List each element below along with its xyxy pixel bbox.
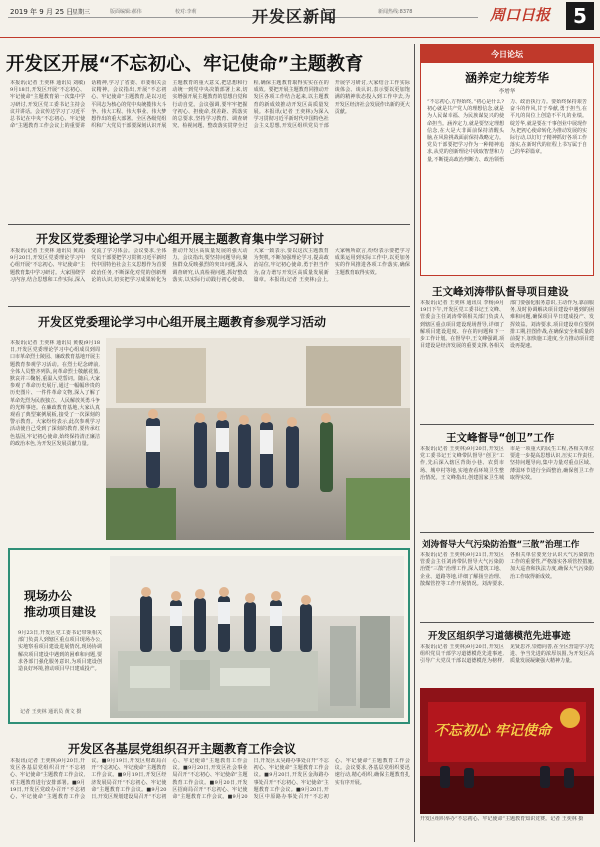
photo-visit-group	[106, 338, 410, 540]
divider-rule	[8, 224, 410, 225]
lead-headline: 开发区开展“不忘初心、牢记使命”主题教育	[6, 54, 364, 75]
forum-body: “不忘初心,方得始终。”初心是什么?初心就是共产党人的理想信念,就是为人民谋幸福、为民族谋复兴的使命担当。涵养定力,就是要坚定理想信念,在大是大非面前保持清醒头脑,在风险挑战面前保持战略定力。党员干部要把学习作为一种精神追求,从党的创新理论中汲取智慧和力量,不断提高政治判断力、政治领悟力、政治执行力。要始终保持艰苦奋斗的作风,甘于奉献,勇于担当,在平凡的岗位上创造不平凡的业绩。绽芳华,就是要在干事创业中展现作为,把初心使命转化为推动发展的实际行动,以钉钉子精神抓好各项工作落实,在新时代的征程上书写属于自己的华彩篇章。	[427, 99, 587, 163]
sidebar-box-title: 现场办公 推动项目建设	[24, 589, 97, 619]
divider-rule	[8, 306, 410, 307]
issue-date: 2019 年 9 月 25 日	[10, 8, 74, 16]
article8-headline: 开发区组织学习道德模范先进事迹	[428, 631, 571, 642]
news-hotline: 新闻热线:8378	[378, 9, 413, 15]
masthead	[0, 0, 600, 38]
photo-visit-group-image	[106, 338, 410, 540]
article2-body: 本报讯(记者 王奕林 通讯员 黄嵩)9月20日,开发区党委理论学习中心组开展“不忘初心、牢记使命”主题教育集中学习研讨。大家围绕学习内容,结合思想和工作实际,深入交流了学习体会。会议要求,全体党员干部要把学习贯彻习近平新时代中国特色社会主义思想作为首要政治任务,不断深化对党的创新理论的认识,切实把学习成果转化为推动开发区高质量发展的强大动力。会议指出,要坚持问题导向,聚焦群众反映强烈的突出问题,深入调查研究,认真检视问题,抓好整改落实,以实际行动践行初心使命。大家一致表示,要以这次主题教育为契机,不断加强理论学习,提高政治站位,牢记初心使命,勇于担当作为,奋力谱写开发区高质量发展新篇章。本报讯(记者 王奕林)会上,大家畅所欲言,纷纷表示要把学习成果运用到实际工作中,以更加务实的作风推进各项工作落实,确保主题教育取得实效。	[10, 248, 410, 283]
lead-article-body: 本报讯(记者 王奕林 通讯员 刘敏)9月18日,开发区开展“不忘初心、牢记使命”主题教育第一次集中学习研讨,开发区党工委书记主持会议并讲话。会议传达学习了习近平总书记在中央“不忘初心、牢记使命”主题教育工作会议上的重要讲话精神,学习了省委、市委相关会议精神。会议指出,开展“不忘初心、牢记使命”主题教育,是以习近平同志为核心的党中央统揽伟大斗争、伟大工程、伟大事业、伟大梦想作出的重大部署。全区各级党组织和广大党员干部要深刻认识开展主题教育的重大意义,把思想和行动统一到党中央决策部署上来,切实增强开展主题教育的思想自觉和行动自觉。会议强调,要牢牢把握守初心、担使命,找差距、抓落实的总要求,坚持学习教育、调查研究、检视问题、整改落实贯穿全过程,确保主题教育取得实实在在的成效。要把开展主题教育同推动开发区各项工作结合起来,以主题教育的新成效推动开发区高质量发展。本报讯(记者 王奕林)为深入学习贯彻习近平新时代中国特色社会主义思想,开发区组织党员干部开展学习研讨,大家结合工作实际谈体会、谈认识,表示要以更加饱满的精神状态投入到工作中去,为开发区经济社会发展作出新的更大贡献。	[10, 80, 410, 130]
stage-banner-text: 不忘初心 牢记使命	[434, 723, 551, 739]
photo-onsite-office-image	[110, 556, 404, 718]
photo-onsite-office	[110, 556, 404, 718]
page-number: 5	[573, 4, 587, 28]
divider-rule	[420, 532, 594, 533]
article5-body: 本报讯(记者 王奕林 通讯员 李杨)9月19日下午,开发区党工委书记王文峰、管委会主任刘涛带领相关部门负责人到辖区重点项目建设现场督导,详细了解项目建设进度、存在的问题和下一步工作计划。在督导中,王文峰强调,项目建设是经济发展的重要支撑,各相关部门要强化服务意识,主动作为,靠前服务,及时协调解决项目建设中遇到的困难和问题,确保项目早日建成投产、发挥效益。刘涛要求,项目建设单位要倒排工期,挂图作战,在确保安全和质量的前提下,加快施工进度,全力推动项目建设再提速。	[420, 300, 594, 350]
editor-credit: 版面编辑:郝伟	[110, 9, 142, 15]
photo-stage-event-image	[420, 688, 594, 814]
logo-text: 周口日报	[489, 5, 550, 24]
proofreader-credit: 校对:李莉	[175, 9, 197, 15]
article3-headline: 开发区党委理论学习中心组开展主题教育参观学习活动	[38, 315, 327, 329]
divider-rule	[420, 622, 594, 623]
column-rule	[414, 44, 415, 842]
section-title: 开发区新闻	[252, 7, 338, 26]
article2-headline: 开发区党委理论学习中心组开展主题教育集中学习研讨	[36, 232, 325, 246]
sidebar-box-body: 9月23日,开发区党工委书记带领相关部门负责人到辖区重点项目现场办公,实地察看项目建设进展情况,现场协调解决项目建设中遇到的困难和问题,要求各部门强化服务意识,为项目建设创造良好环境,推动项目早日建成投产。	[18, 630, 102, 673]
forum-author: 李增华	[498, 89, 516, 95]
photo-stage-event	[420, 688, 594, 814]
article8-body: 本报讯(记者 王奕林)9月20日,开发区组织党员干部学习道德模范先进事迹,引导广大党员干部以道德模范为榜样,见贤思齐,崇德向善,在全区营造学习先进、争当先进的浓厚氛围,为开发区高质量发展凝聚强大精神力量。	[420, 644, 594, 665]
article6-headline: 王文峰督导“创卫”工作	[446, 432, 555, 444]
article6-body: 本报讯(记者 王奕林)9月20日,开发区党工委书记王文峰带队督导“创卫”工作,先后深入辖区背街小巷、农贸市场、城中村等地,实地查看环境卫生整治情况。王文峰指出,创建国家卫生城市是一项重大的民生工程,各相关单位要进一步提高思想认识,压实工作责任,坚持问题导向,集中力量对重点区域、薄弱环节进行全面整治,确保创卫工作取得实效。	[420, 446, 594, 481]
page-number-badge	[566, 2, 594, 30]
article5-headline: 王文峰刘涛带队督导项目建设	[432, 286, 569, 298]
forum-column	[420, 44, 594, 276]
forum-headline: 涵养定力绽芳华	[464, 71, 549, 85]
article3-body: 本报讯(记者 王奕林 通讯员 黄俊)9月18日,开发区党委理论学习中心组成员到周口市革命烈士陵园、廉政教育基地开展主题教育参观学习活动。在烈士纪念碑前,全体人员整齐列队,向革命烈士敬献花篮,默哀并三鞠躬,重温入党誓词。随后,大家参观了革命历史展厅,通过一幅幅珍贵的历史图片、一件件革命文物,深入了解了革命先烈为民族独立、人民解放英勇斗争的光辉事迹。在廉政教育基地,大家认真观看了典型案例展板,接受了一次深刻的警示教育。大家纷纷表示,此次参观学习活动使自己受到了深刻的教育,要传承红色基因,牢记初心使命,始终保持清正廉洁的政治本色,为开发区发展贡献力量。	[10, 340, 100, 447]
article7-body: 本报讯(记者 王奕林)9月21日,开发区管委会主任刘涛带队督导大气污染防治暨“三散”治理工作,深入建筑工地、企业、道路等地,详细了解扬尘治理、散煤管控等工作开展情况。刘涛要求,各相关单位要充分认识大气污染防治工作的重要性,严格落实各项管控措施,加大巡查和执法力度,确保大气污染防治工作取得新成效。	[420, 552, 594, 587]
sidebar-box-credit: 记者 王奕林 通讯员 黄文 摄	[20, 709, 82, 715]
divider-rule	[420, 424, 594, 425]
forum-tag: 今日论坛	[491, 49, 523, 59]
article7-headline: 刘涛督导大气污染防治暨“三散”治理工作	[422, 540, 580, 550]
sidebar-box	[8, 548, 410, 724]
article4-body: 本报讯(记者 王奕林)9月20日,开发区各基层党组织召开“不忘初心、牢记使命”主题教育工作会议,对主题教育进行安排部署。■9月19日,开发区党政办召开“不忘初心、牢记使命”主题教育工作会议。■9月19日,开发区财政局召开“不忘初心、牢记使命”主题教育工作会议。■9月19日,开发区经济发展局召开“不忘初心、牢记使命”主题教育工作会议。■9月20日,开发区规划建设局召开“不忘初心、牢记使命”主题教育工作会议。■9月20日,开发区社会事业局召开“不忘初心、牢记使命”主题教育工作会议。■9月20日,开发区招商局召开“不忘初心、牢记使命”主题教育工作会议。■9月20日,开发区太昊路办事处召开“不忘初心、牢记使命”主题教育工作会议。■9月20日,开发区金海路办事处召开“不忘初心、牢记使命”主题教育工作会议。■9月20日,开发区中原路办事处召开“不忘初心、牢记使命”主题教育工作会议。会议要求,各基层党组织要迅速行动,精心组织,确保主题教育扎实有序开展。	[10, 758, 410, 801]
article4-headline: 开发区各基层党组织召开主题教育工作会议	[68, 742, 297, 756]
issue-weekday: 星期三	[72, 9, 91, 16]
stage-photo-caption: 开发区组织举办“不忘初心、牢记使命”主题教育知识竞赛。记者 王奕林 摄	[420, 816, 584, 822]
newspaper-logo	[480, 2, 560, 26]
forum-tag-bar	[421, 45, 593, 63]
